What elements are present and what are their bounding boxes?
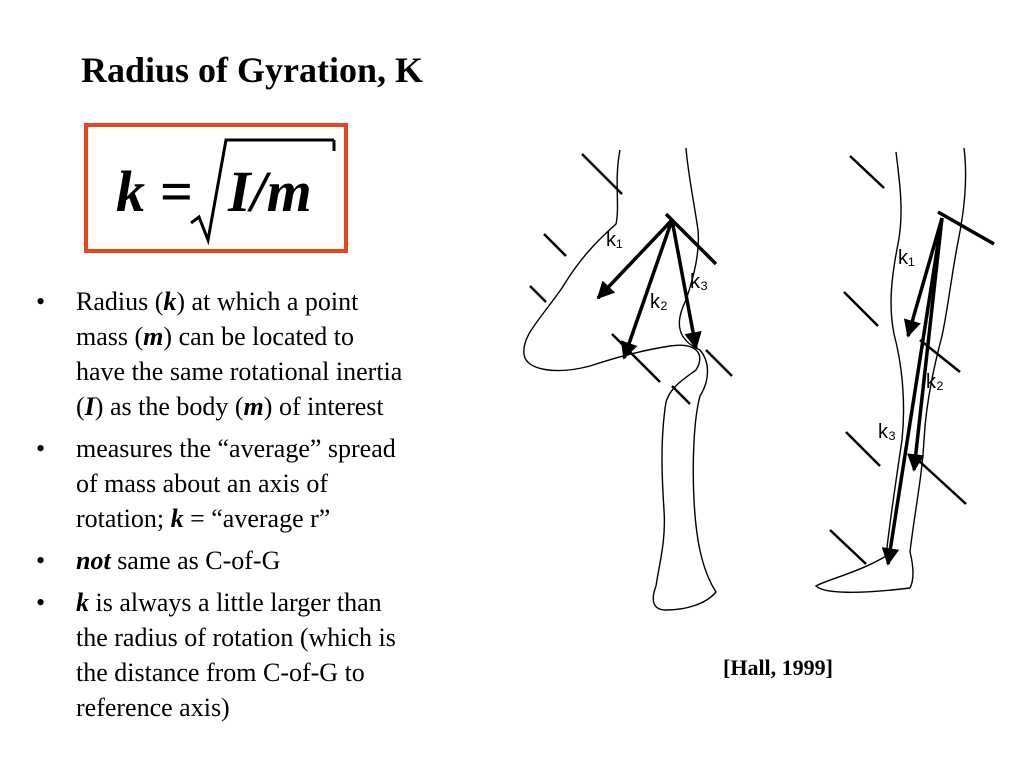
slide-title: Radius of Gyration, K	[81, 50, 424, 90]
bullet-line: have the same rotational inertia	[76, 357, 403, 386]
bullet-marker: •	[36, 287, 46, 316]
figure-citation: [Hall, 1999]	[723, 655, 833, 680]
reference-axis	[530, 286, 546, 302]
right-leg-drawing	[816, 148, 994, 592]
hip-axis	[938, 212, 994, 244]
bullet-marker: •	[36, 434, 46, 463]
right-k2-label: k₂	[926, 371, 944, 393]
bullet-line: the radius of rotation (which is	[76, 623, 396, 652]
bullet-line: measures the “average” spread	[76, 434, 396, 463]
right-leg-outline	[816, 152, 910, 592]
bullet-item	[36, 431, 506, 536]
reference-axis	[612, 334, 660, 382]
bullet-line: of mass about an axis of	[76, 469, 329, 498]
reference-axis	[846, 432, 880, 466]
reference-axis	[672, 386, 690, 404]
bullet-line: not same as C-of-G	[76, 546, 281, 575]
bullet-line: (I) as the body (m) of interest	[76, 392, 384, 421]
leg-gyration-figure	[510, 140, 1010, 630]
formula-radicand: I/m	[228, 159, 312, 224]
bullet-line: rotation; k = “average r”	[76, 504, 331, 533]
reference-axis	[830, 530, 866, 564]
reference-axis	[706, 350, 732, 376]
bullet-item	[36, 543, 506, 578]
left-k3-label: k₃	[690, 271, 709, 293]
bullet-line: the distance from C-of-G to	[76, 658, 365, 687]
bullet-line: reference axis)	[76, 693, 230, 722]
reference-axis	[582, 154, 622, 194]
left-leg-outline	[524, 150, 700, 586]
reference-axis	[918, 460, 966, 504]
bullet-line: mass (m) can be located to	[76, 322, 354, 351]
bullet-line: Radius (k) at which a point	[76, 287, 359, 316]
right-k3-label: k₃	[878, 421, 897, 443]
bullet-marker: •	[36, 588, 46, 617]
bullet-line: k is always a little larger than	[76, 588, 382, 617]
right-k1-label: k₁	[898, 247, 915, 269]
formula-lhs: k =	[116, 159, 193, 224]
reference-axis	[844, 292, 878, 326]
left-leg-drawing	[524, 148, 732, 610]
bullet-item	[36, 585, 506, 725]
reference-axis	[544, 234, 566, 256]
bullet-item	[36, 284, 506, 424]
formula-graphic	[88, 127, 352, 257]
left-k2-label: k₂	[650, 291, 668, 313]
formula-box	[84, 123, 348, 253]
bullet-marker: •	[36, 546, 46, 575]
left-k1-label: k₁	[606, 229, 623, 251]
bullet-list	[36, 284, 506, 732]
k2-arrow	[624, 220, 672, 358]
reference-axis	[850, 156, 884, 188]
